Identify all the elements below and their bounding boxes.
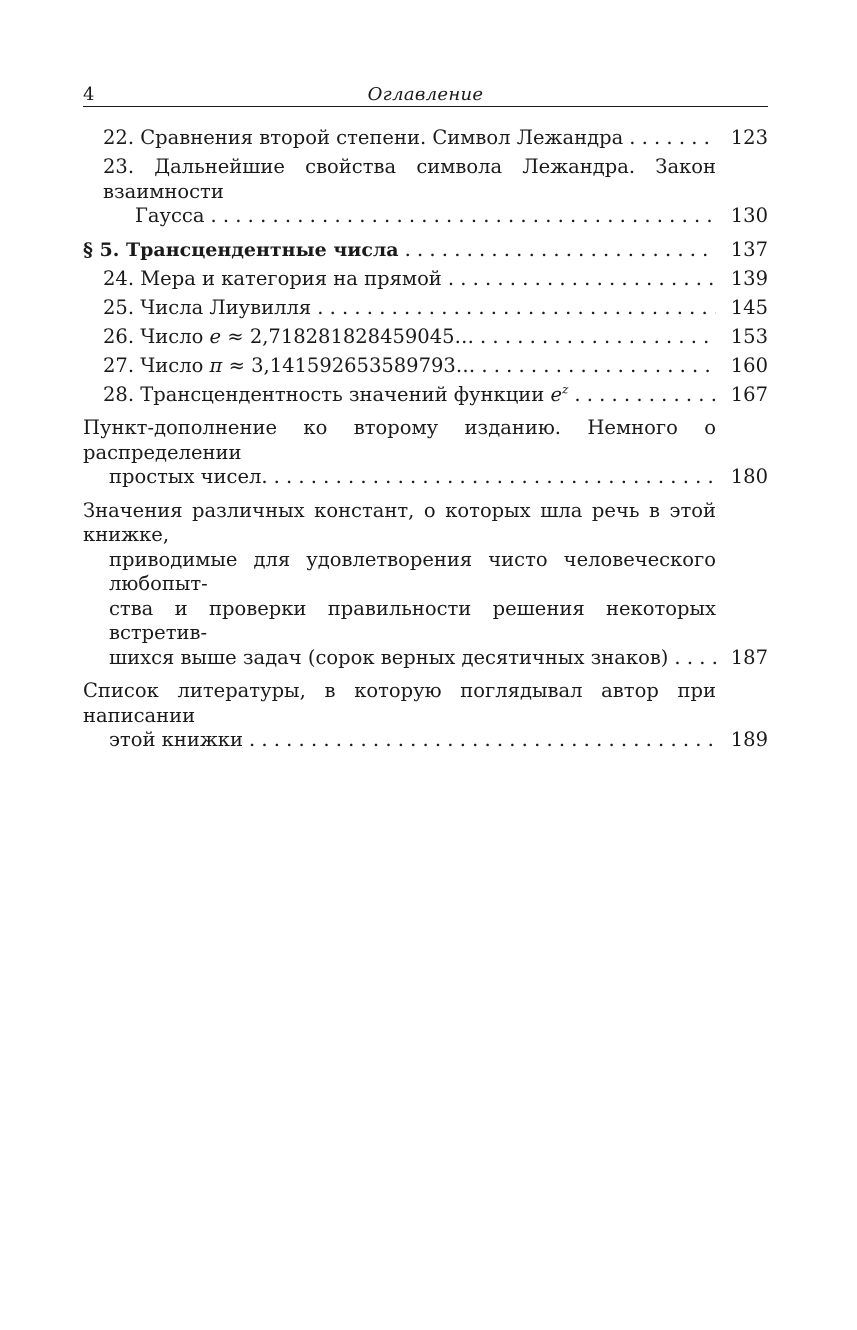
toc-entry-25[interactable] [83,296,768,321]
running-header [83,80,768,107]
toc-entry-literature[interactable] [83,679,768,753]
dot-leader [311,296,716,321]
math-value: ≈ 2,718281828459045… [227,324,475,348]
title-prefix: 26. Число [103,324,204,348]
toc-entry-22[interactable] [83,126,768,151]
toc-entry-23[interactable] [83,155,768,229]
dot-leader [442,267,716,292]
toc-section-5[interactable] [83,238,768,263]
toc-entry-24[interactable] [83,267,768,292]
math-variable: e [209,324,222,348]
title-prefix: 27. Число [103,353,204,377]
dot-leader [668,646,716,671]
toc-entry-title-line: ства и проверки правильности решения некоторых встретив- [109,596,716,644]
dot-leader [623,126,716,151]
toc-entry-page: 167 [730,382,768,406]
math-variable: e [550,382,562,406]
toc-entry-26[interactable] [83,325,768,350]
toc-entry-title [103,354,475,379]
toc-entry-title: 22. Сравнения второй степени. Символ Лежандра [103,126,624,149]
toc-entry-title-line: Список литературы, в которую поглядывал автор при написании [83,679,716,727]
dot-leader [268,465,716,490]
toc-entry-title: 25. Числа Лиувилля [103,295,312,319]
title-prefix: 28. Трансцендентность значений функции [103,382,545,406]
math-value: ≈ 3,141592653589793… [228,353,476,377]
toc-entry-page: 123 [730,126,768,149]
toc-entry-constants[interactable] [83,499,768,671]
toc-section-title: § 5. Трансцендентные числа [83,238,399,261]
toc-entry-title-line: Гаусса [135,204,205,227]
toc-entry-appendix[interactable] [83,416,768,490]
toc-entry-page: 189 [730,728,768,751]
math-variable: π [209,353,223,377]
toc-entry-title-line: приводимые для удовлетворения чисто человеческого любопыт- [109,547,716,595]
toc-entry-title-line: шихся выше задач (сорок верных десятичных знаков) [109,645,669,669]
dot-leader [243,728,716,753]
toc-entry-title-line: Значения различных констант, о которых шла речь в этой книжке, [83,498,716,546]
dot-leader [475,354,716,379]
toc-entry-title-line: этой книжки [109,728,243,751]
dot-leader [204,204,716,229]
toc-entry-title-line: Пункт-дополнение ко второму изданию. Немного о распределении [83,416,716,464]
toc-entry-page: 137 [730,237,768,261]
toc-entry-title-line: простых чисел. [109,465,268,488]
toc-entry-page: 160 [730,353,768,377]
toc-entry-27[interactable] [83,354,768,379]
math-superscript: z [562,382,569,396]
running-title: Оглавление [367,84,484,105]
page-number: 4 [83,84,95,105]
toc-entry-title [103,383,568,408]
toc-entry-title-line: 23. Дальнейшие свойства символа Лежандра. Закон взаимности [103,155,716,203]
toc-entry-page: 187 [730,645,768,669]
toc-entry-title [103,325,474,350]
toc-entry-page: 180 [730,465,768,488]
dot-leader [568,383,716,408]
toc-entry-28[interactable] [83,383,768,408]
toc-entry-page: 130 [730,204,768,227]
toc-entry-page: 153 [730,324,768,348]
table-of-contents [83,126,768,753]
toc-entry-page: 145 [730,295,768,319]
toc-entry-title: 24. Мера и категория на прямой [103,266,442,290]
dot-leader [474,325,716,350]
dot-leader [399,238,716,263]
toc-entry-page: 139 [730,266,768,290]
